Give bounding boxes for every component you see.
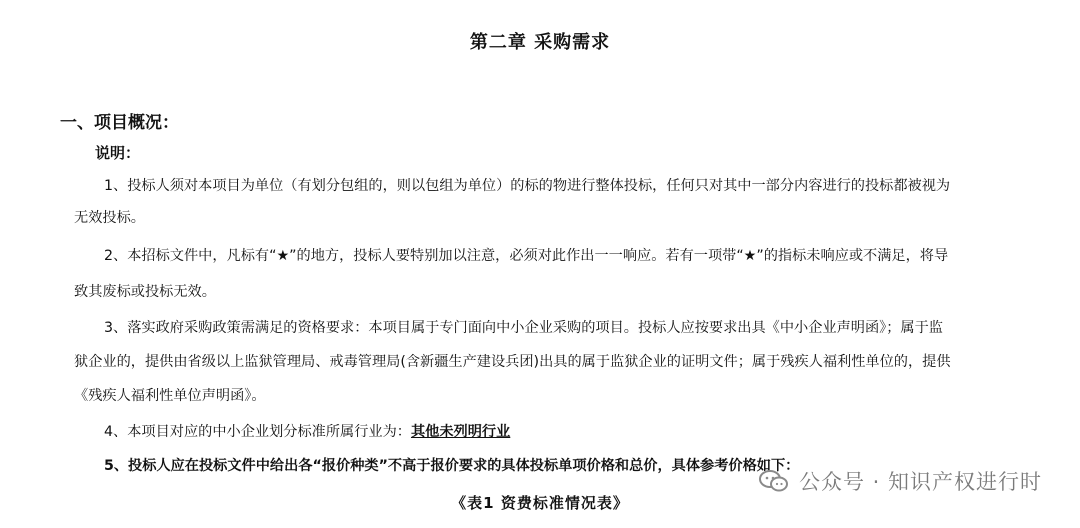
item-4-prefix: 4、本项目对应的中小企业划分标准所属行业为：: [104, 424, 411, 440]
item-4-line: [104, 424, 510, 442]
item-1-line-2: 无效投标。: [74, 210, 145, 226]
item-3-line-2: 狱企业的，提供由省级以上监狱管理局、戒毒管理局(含新疆生产建设兵团)出具的属于监狱企业的证明文件；属于残疾人福利性单位的，提供: [74, 354, 951, 370]
note-label: 说明：: [95, 144, 141, 162]
industry-value: 其他未列明行业: [410, 424, 511, 440]
chapter-title: 第二章 采购需求: [469, 32, 611, 53]
watermark: [759, 466, 1042, 496]
watermark-text: 公众号 · 知识产权进行时: [798, 470, 1042, 494]
wechat-icon: [759, 469, 789, 493]
section-heading: 一、项目概况：: [60, 113, 179, 133]
item-2-line-1: 2、本招标文件中，凡标有“★”的地方，投标人要特别加以注意，必须对此作出一一响应。若有一项带“★”的指标未响应或不满足，将导: [104, 248, 949, 264]
item-2-line-2: 致其废标或投标无效。: [74, 284, 216, 300]
item-5-line: 5、投标人应在投标文件中给出各“报价种类”不高于报价要求的具体投标单项价格和总价，具体参考价格如下：: [104, 458, 800, 474]
item-3-line-3: 《残疾人福利性单位声明函》。: [74, 388, 266, 404]
item-3-line-1: 3、落实政府采购政策需满足的资格要求：本项目属于专门面向中小企业采购的项目。投标人应按要求出具《中小企业声明函》；属于监: [104, 320, 943, 336]
item-1-line-1: 1、投标人须对本项目为单位（有划分包组的，则以包组为单位）的标的物进行整体投标，任何只对其中一部分内容进行的投标都被视为: [104, 178, 951, 194]
table-caption: 《表1 资费标准情况表》: [451, 494, 629, 512]
